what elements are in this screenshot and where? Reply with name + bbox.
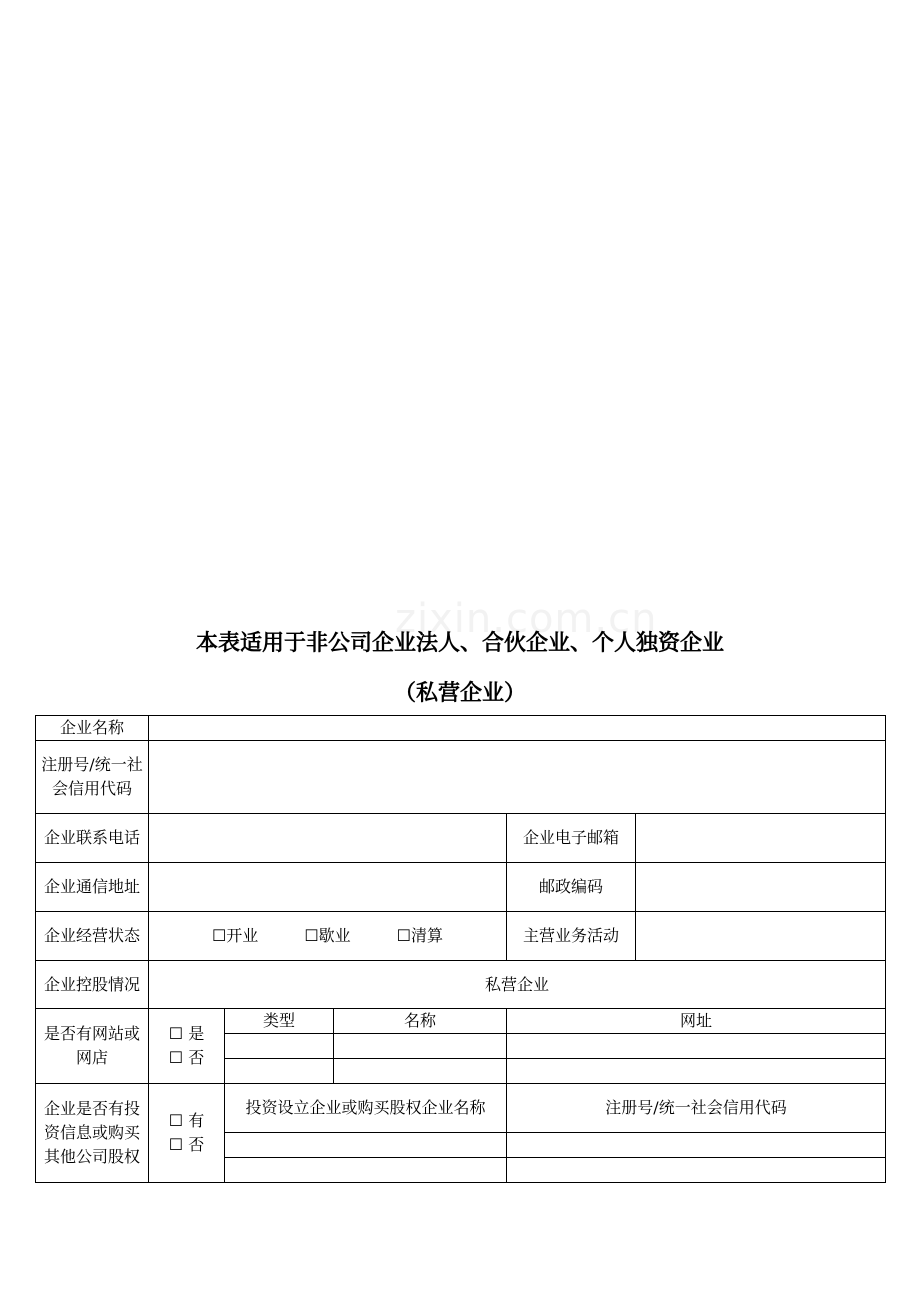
row-investment-header — [36, 1084, 886, 1133]
email-label: 企业电子邮箱 — [507, 814, 636, 863]
row-contact — [36, 814, 886, 863]
address-label: 企业通信地址 — [36, 863, 149, 912]
investment-company-cell[interactable] — [225, 1133, 507, 1158]
enterprise-name-label: 企业名称 — [36, 716, 149, 741]
investment-company-cell[interactable] — [225, 1158, 507, 1183]
row-address — [36, 863, 886, 912]
status-open-checkbox[interactable]: ☐开业 — [211, 926, 259, 945]
status-liquidation-checkbox[interactable]: ☐清算 — [396, 926, 444, 945]
main-business-field[interactable] — [636, 912, 886, 961]
website-url-cell[interactable] — [507, 1034, 886, 1059]
enterprise-name-field[interactable] — [149, 716, 886, 741]
website-type-cell[interactable] — [225, 1034, 334, 1059]
website-no-checkbox[interactable]: ☐ 否 — [168, 1048, 205, 1067]
operating-status-options — [149, 912, 507, 961]
website-name-cell[interactable] — [334, 1059, 507, 1084]
registration-code-label: 注册号/统一社会信用代码 — [36, 741, 149, 814]
email-field[interactable] — [636, 814, 886, 863]
investment-label: 企业是否有投资信息或购买其他公司股权 — [36, 1084, 149, 1183]
page-title: 本表适用于非公司企业法人、合伙企业、个人独资企业 — [195, 630, 724, 656]
investment-code-header: 注册号/统一社会信用代码 — [507, 1084, 886, 1133]
row-enterprise-name — [36, 716, 886, 741]
main-business-label: 主营业务活动 — [507, 912, 636, 961]
contact-phone-field[interactable] — [149, 814, 507, 863]
holding-value: 私营企业 — [149, 961, 886, 1009]
enterprise-info-table — [35, 715, 886, 1183]
row-operating-status — [36, 912, 886, 961]
address-field[interactable] — [149, 863, 507, 912]
contact-phone-label: 企业联系电话 — [36, 814, 149, 863]
investment-options — [149, 1084, 225, 1183]
investment-code-cell[interactable] — [507, 1133, 886, 1158]
website-name-header: 名称 — [334, 1009, 507, 1034]
row-holding — [36, 961, 886, 1009]
row-website-header — [36, 1009, 886, 1034]
holding-label: 企业控股情况 — [36, 961, 149, 1009]
investment-company-header: 投资设立企业或购买股权企业名称 — [225, 1084, 507, 1133]
website-type-header: 类型 — [225, 1009, 334, 1034]
page-subtitle: （私营企业） — [393, 680, 526, 706]
postcode-label: 邮政编码 — [507, 863, 636, 912]
watermark: zixin.com.cn — [395, 596, 658, 642]
investment-no-checkbox[interactable]: ☐ 否 — [168, 1135, 205, 1154]
status-closed-checkbox[interactable]: ☐歇业 — [304, 926, 351, 945]
website-options — [149, 1009, 225, 1084]
row-registration-code — [36, 741, 886, 814]
registration-code-field[interactable] — [149, 741, 886, 814]
website-url-header: 网址 — [507, 1009, 886, 1034]
investment-yes-checkbox[interactable]: ☐ 有 — [168, 1111, 205, 1130]
website-type-cell[interactable] — [225, 1059, 334, 1084]
investment-code-cell[interactable] — [507, 1158, 886, 1183]
website-yes-checkbox[interactable]: ☐ 是 — [168, 1024, 205, 1043]
operating-status-label: 企业经营状态 — [36, 912, 149, 961]
website-url-cell[interactable] — [507, 1059, 886, 1084]
website-name-cell[interactable] — [334, 1034, 507, 1059]
website-label: 是否有网站或网店 — [36, 1009, 149, 1084]
postcode-field[interactable] — [636, 863, 886, 912]
